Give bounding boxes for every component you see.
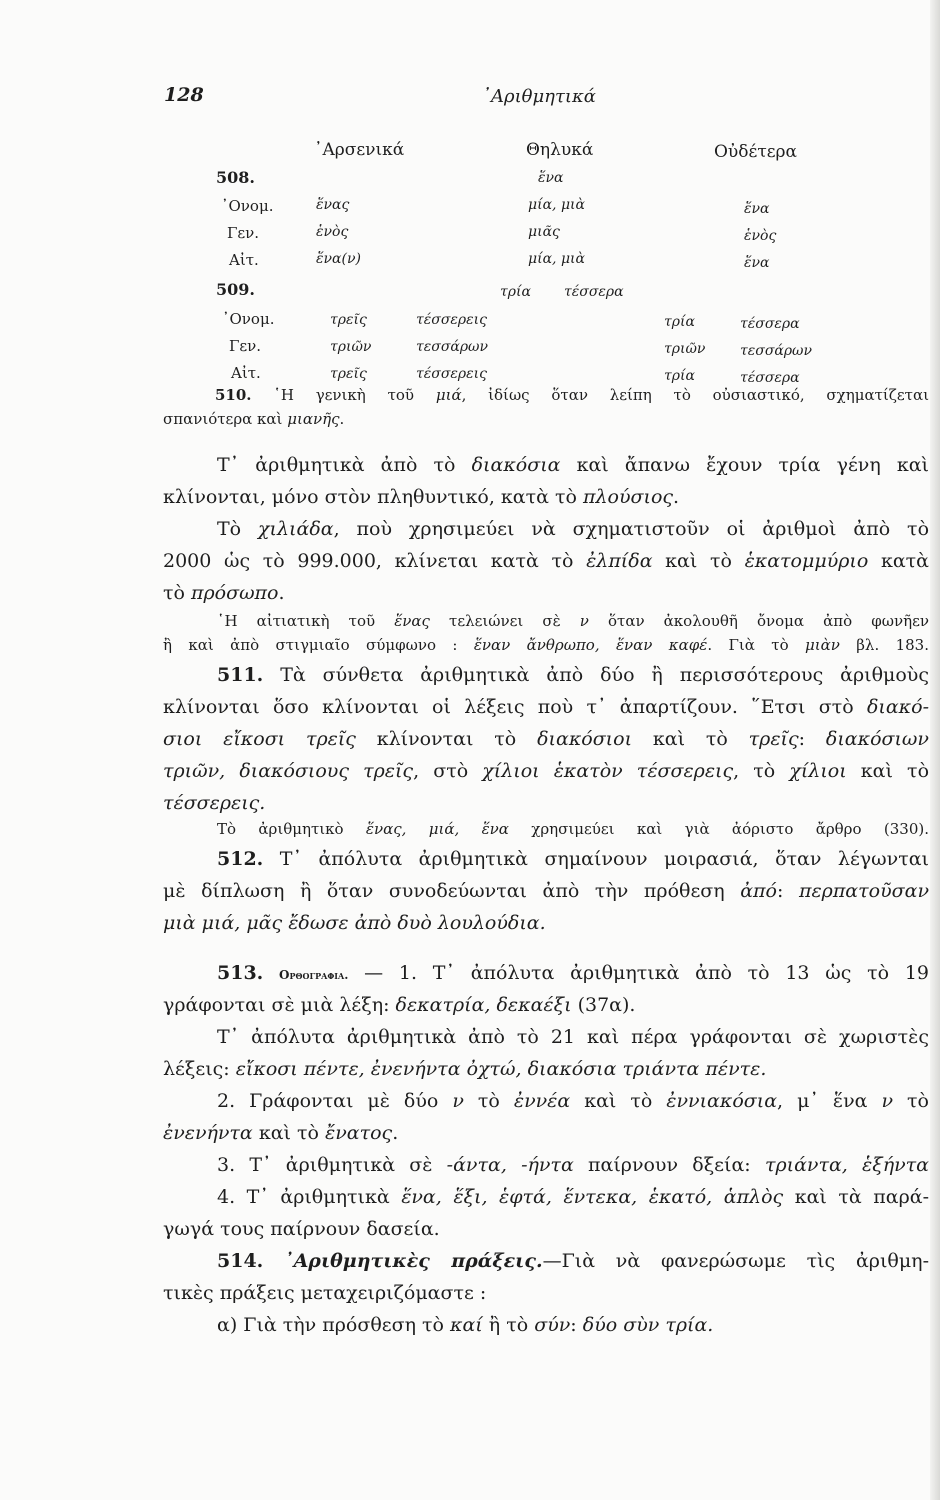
text-line: κλίνονται, μόνο στὸν πληθυντικό, κατὰ τὸ πλούσιος.: [163, 486, 680, 508]
neut-acc: ἕνα: [744, 255, 770, 271]
case-label-acc-2: Αἰτ.: [231, 364, 261, 382]
lead-word-tessera: τέσσερα: [564, 284, 624, 300]
n-four-acc: τέσσερα: [740, 370, 800, 386]
m-four-nom: τέσσερεις: [416, 312, 487, 328]
m-four-gen: τεσσάρων: [416, 339, 488, 355]
text-line: τριῶν, διακόσιους τρεῖς, στὸ χίλιοι ἑκατὸν τέσσερεις, τὸ χίλιοι καὶ τὸ: [163, 760, 930, 782]
section-number-514: 514.: [217, 1250, 264, 1272]
masc-acc: ἕνα(ν): [316, 251, 361, 267]
page-edge-shadow: [930, 0, 940, 1500]
paragraph-510-line-2: σπανιότερα καὶ μιανῆς.: [163, 410, 345, 428]
case-label-acc: Αἰτ.: [229, 251, 259, 269]
text-line: τικὲς πράξεις μεταχειριζόμαστε :: [163, 1282, 487, 1304]
running-head: ᾿Αριθμητικά: [482, 86, 596, 107]
paragraph-513-line-1: 513. Ορθογραφια. — 1. Τ᾿ ἀπόλυτα ἀριθμητικὰ ἀπὸ τὸ 13 ὡς τὸ 19: [217, 962, 930, 984]
n-three-gen: τριῶν: [664, 341, 706, 357]
note-line: ῾Η αἰτιατικὴ τοῦ ἕνας τελειώνει σὲ ν ὅταν ἀκολουθῆ ὄνομα ἀπὸ φωνῆεν: [217, 612, 930, 630]
text-line: 4. Τ᾿ ἀριθμητικὰ ἕνα, ἕξι, ἑφτά, ἕντεκα, ἑκατό, ἁπλὸς καὶ τὰ παρά-: [217, 1186, 930, 1208]
lead-word-ena: ἕνα: [538, 170, 564, 186]
lead-word-tria: τρία: [500, 284, 531, 300]
section-number-509: 509.: [216, 280, 255, 299]
arithmetic-operations-heading: ᾿Αριθμητικὲς πράξεις.: [284, 1250, 543, 1272]
case-label-nom: ᾿Ονομ.: [221, 197, 274, 215]
n-four-nom: τέσσερα: [740, 316, 800, 332]
text-line: γράφονται σὲ μιὰ λέξη: δεκατρία, δεκαέξι (37α).: [163, 994, 636, 1016]
masc-gen: ἑνὸς: [316, 224, 349, 240]
section-number-511: 511.: [217, 664, 264, 686]
m-three-nom: τρεῖς: [330, 312, 367, 328]
page-number: 128: [164, 84, 204, 106]
fem-acc: μία, μιὰ: [528, 251, 585, 267]
paragraph-512-line-1: 512. Τ᾿ ἀπόλυτα ἀριθμητικὰ σημαίνουν μοιρασιά, ὅταν λέγωνται: [217, 848, 929, 870]
m-three-acc: τρεῖς: [330, 366, 367, 382]
text-line: μιὰ μιά, μᾶς ἔδωσε ἀπὸ δυὸ λουλούδια.: [163, 912, 546, 934]
n-four-gen: τεσσάρων: [740, 343, 812, 359]
text-line: Τὸ χιλιάδα, ποὺ χρησιμεύει νὰ σχηματιστοῦν οἱ ἀριθμοὶ ἀπὸ τὸ: [217, 518, 930, 540]
text-line: Τ᾿ ἀριθμητικὰ ἀπὸ τὸ διακόσια καὶ ἄπανω ἔχουν τρία γένη καὶ: [217, 454, 929, 476]
neut-gen: ἑνὸς: [744, 228, 777, 244]
text-line: τὸ πρόσωπο.: [163, 582, 285, 604]
text-line: Τ᾿ ἀπόλυτα ἀριθμητικὰ ἀπὸ τὸ 21 καὶ πέρα γράφονται σὲ χωριστὲς: [217, 1026, 929, 1048]
neut-nom: ἕνα: [744, 201, 770, 217]
text-line: τέσσερεις.: [163, 792, 266, 814]
m-three-gen: τριῶν: [330, 339, 372, 355]
text-line: 2000 ὡς τὸ 999.000, κλίνεται κατὰ τὸ ἐλπίδα καὶ τὸ ἑκατομμύριο κατὰ: [163, 550, 929, 572]
section-number-508: 508.: [216, 168, 255, 187]
text-line: λέξεις: εἴκοσι πέντε, ἐνενήντα ὀχτώ, διακόσια τριάντα πέντε.: [163, 1058, 767, 1080]
note-line: ἢ καὶ ἀπὸ στιγμιαῖο σύμφωνο : ἕναν ἄνθρωπο, ἕναν καφέ. Γιὰ τὸ μιὰν βλ. 183.: [163, 636, 929, 654]
text-line: 3. Τ᾿ ἀριθμητικὰ σὲ -άντα, -ήντα παίρνουν δξεία: τριάντα, ἑξήντα: [217, 1154, 929, 1176]
case-label-nom-2: ᾿Ονομ.: [222, 310, 275, 328]
text-line: μὲ δίπλωση ἢ ὅταν συνοδεύωνται ἀπὸ τὴν πρόθεση ἀπό: περπατοῦσαν: [163, 880, 929, 902]
col-header-feminine: Θηλυκά: [526, 140, 594, 160]
text-line: α) Γιὰ τὴν πρόσθεση τὸ καί ἢ τὸ σύν: δύο σὺν τρία.: [217, 1314, 714, 1336]
paragraph-510-line-1: 510. ῾Η γενικὴ τοῦ μιά, ἰδίως ὅταν λείπη τὸ οὐσιαστικό, σχηματίζεται: [215, 386, 929, 404]
col-header-neuter: Οὐδέτερα: [714, 142, 797, 162]
section-number-512: 512.: [217, 848, 264, 870]
paragraph-514-line-1: 514. ᾿Αριθμητικὲς πράξεις.—Γιὰ νὰ φανερώσωμε τὶς ἀριθμη-: [217, 1250, 929, 1272]
section-number-510: 510.: [215, 386, 252, 404]
n-three-acc: τρία: [664, 368, 695, 384]
text-line: κλίνονται ὅσο κλίνονται οἱ λέξεις ποὺ τ᾿ ἀπαρτίζουν. ῞Ετσι στὸ διακό-: [163, 696, 929, 718]
page-header: [0, 84, 940, 114]
case-label-gen-2: Γεν.: [229, 337, 262, 355]
m-four-acc: τέσσερεις: [416, 366, 487, 382]
fem-gen: μιᾶς: [528, 224, 560, 240]
note-line: Τὸ ἀριθμητικὸ ἕνας, μιά, ἕνα χρησιμεύει καὶ γιὰ ἀόριστο ἄρθρο (330).: [217, 820, 929, 838]
masc-nom: ἕνας: [316, 197, 350, 213]
text-line: σιοι εἴκοσι τρεῖς κλίνονται τὸ διακόσιοι καὶ τὸ τρεῖς: διακόσιων: [163, 728, 929, 750]
case-label-gen: Γεν.: [227, 224, 260, 242]
text-line: γωγά τους παίρνουν δασεία.: [163, 1218, 440, 1240]
n-three-nom: τρία: [664, 314, 695, 330]
orthography-heading: Ορθογραφια.: [279, 968, 349, 982]
paragraph-511-line-1: 511. Τὰ σύνθετα ἀριθμητικὰ ἀπὸ δύο ἢ περισσότερους ἀριθμοὺς: [217, 664, 929, 686]
text-line: 2. Γράφονται μὲ δύο ν τὸ ἐννέα καὶ τὸ ἐννιακόσια, μ᾿ ἕνα ν τὸ: [217, 1090, 929, 1112]
section-number-513: 513.: [217, 962, 264, 984]
col-header-masculine: ᾿Αρσενικά: [314, 140, 405, 160]
fem-nom: μία, μιὰ: [528, 197, 585, 213]
text-line: ἐνενήντα καὶ τὸ ἔνατος.: [163, 1122, 399, 1144]
